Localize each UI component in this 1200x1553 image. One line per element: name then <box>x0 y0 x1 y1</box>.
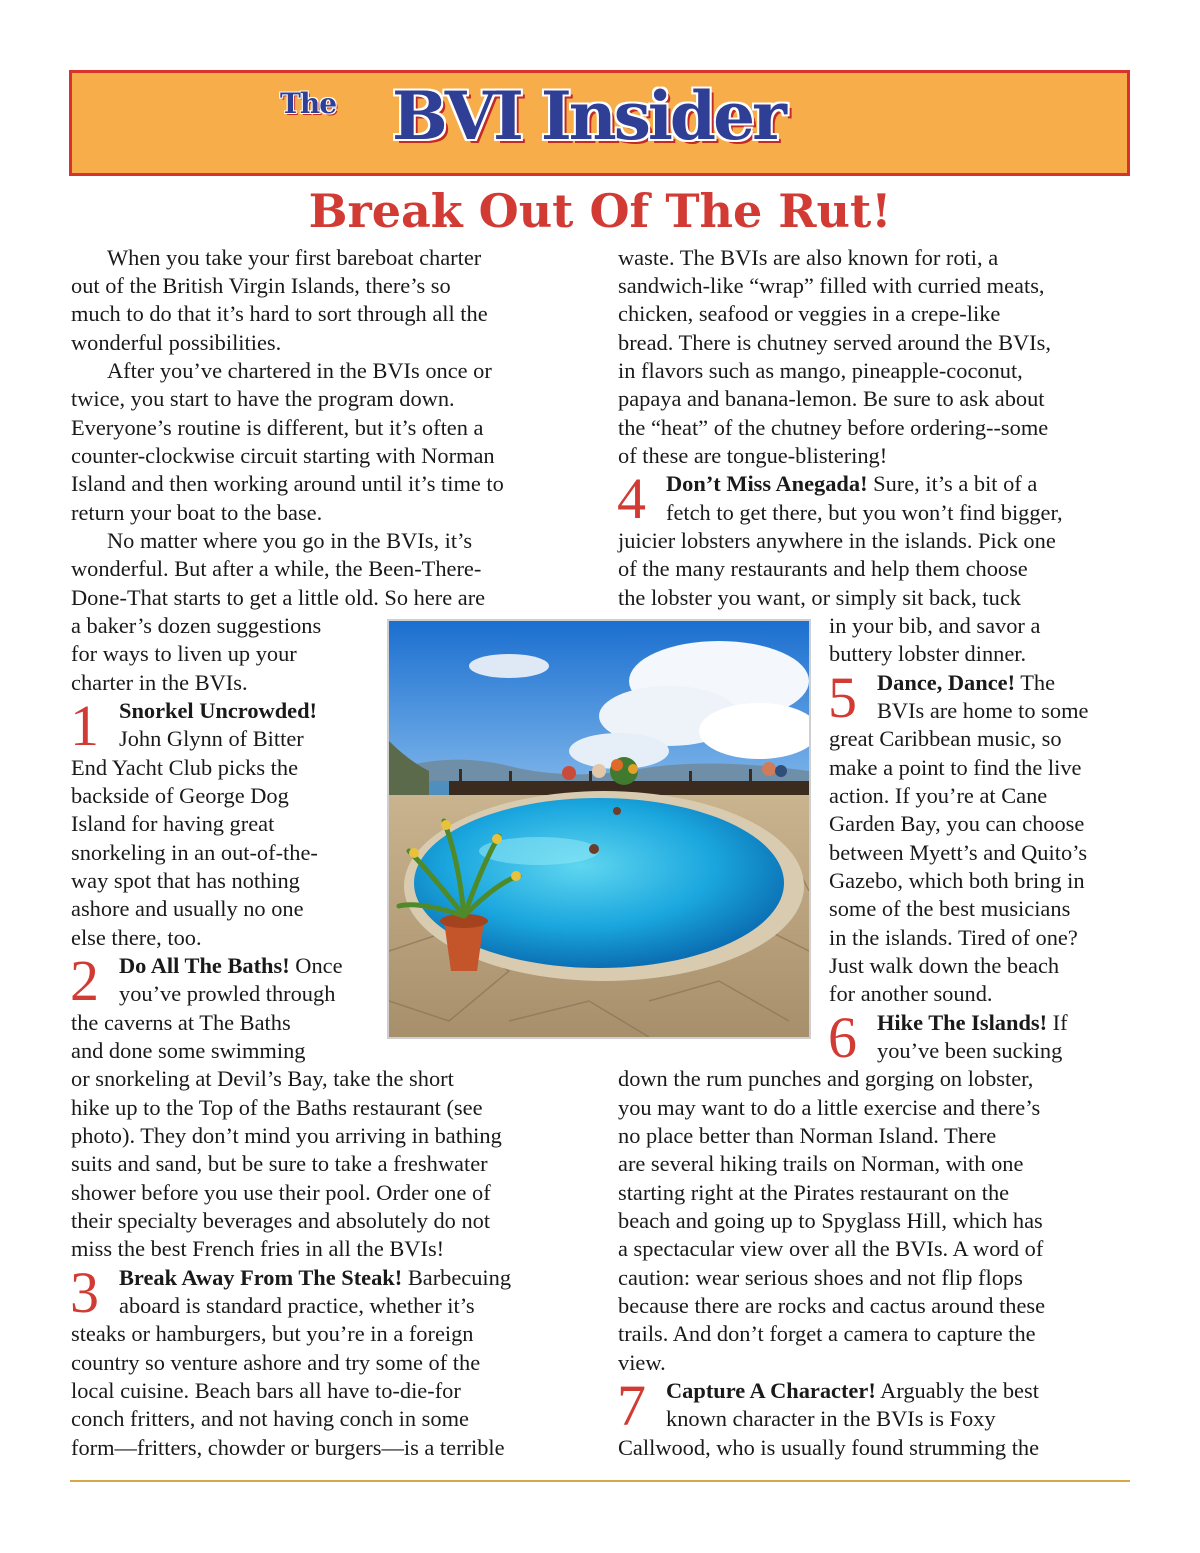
item-3-body-4: conch fritters, and not having conch in some <box>71 1406 469 1431</box>
item-6-lead: If <box>1047 1010 1068 1035</box>
item-1-body-3: Island for having great <box>71 811 275 836</box>
masthead-the: The <box>280 87 337 120</box>
item-1-number: 1 <box>70 693 99 758</box>
intro3-l6: charter in the BVIs. <box>71 670 248 695</box>
intro3-l3: Done-That starts to get a little old. So here are <box>71 585 486 610</box>
item-5-number: 5 <box>828 665 857 730</box>
item-6-body-9: because there are rocks and cactus around these <box>618 1293 1046 1318</box>
pool-photo <box>387 619 811 1039</box>
item-6-body-6: beach and going up to Spyglass Hill, which has <box>618 1208 1043 1233</box>
item-2-body-3: or snorkeling at Devil’s Bay, take the short <box>71 1066 454 1091</box>
cont-l7: the “heat” of the chutney before ordering--some <box>618 415 1049 440</box>
page-title: Break Out Of The Rut! <box>308 184 892 238</box>
item-1-body-5: way spot that has nothing <box>71 868 300 893</box>
item-1-body-1: End Yacht Club picks the <box>71 755 299 780</box>
item-1-body-7: else there, too. <box>71 925 202 950</box>
item-4-line2: fetch to get there, but you won’t find bigger, <box>666 500 1063 525</box>
item-4-body-4: in your bib, and savor a <box>829 613 1041 638</box>
item-7-line2: known character in the BVIs is Foxy <box>666 1406 996 1431</box>
item-2-lead: Once <box>289 953 343 978</box>
item-5-first-line <box>877 669 1055 697</box>
cont-l5: in flavors such as mango, pineapple-coconut, <box>618 358 1023 383</box>
intro2-l1: After you’ve chartered in the BVIs once or <box>107 358 492 383</box>
item-2-body-8: their specialty beverages and absolutely do not <box>71 1208 491 1233</box>
item-1-first-line <box>119 697 317 725</box>
cont-l4: bread. There is chutney served around the BVIs, <box>618 330 1051 355</box>
item-6-body-2: you may want to do a little exercise and there’s <box>618 1095 1041 1120</box>
item-5-lead: The <box>1015 670 1056 695</box>
intro3-l1: No matter where you go in the BVIs, it’s <box>107 528 473 553</box>
item-2-body-6: suits and sand, but be sure to take a freshwater <box>71 1151 488 1176</box>
intro2-l5: Island and then working around until it’s time to <box>71 471 504 496</box>
item-6-body-7: a spectacular view over all the BVIs. A word of <box>618 1236 1044 1261</box>
item-5-line2: BVIs are home to some <box>877 698 1089 723</box>
item-2-first-line <box>119 952 343 980</box>
item-2-heading: Do All The Baths! <box>119 953 290 978</box>
cont-l3: chicken, seafood or veggies in a crepe-like <box>618 301 1001 326</box>
item-2-body-1: the caverns at The Baths <box>71 1010 291 1035</box>
item-6-body-10: trails. And don’t forget a camera to capture the <box>618 1321 1036 1346</box>
intro3-l2: wonderful. But after a while, the Been-There- <box>71 556 482 581</box>
item-3-line2: aboard is standard practice, whether it’s <box>119 1293 475 1318</box>
intro-l1: When you take your first bareboat charter <box>107 245 482 270</box>
item-5-body-7: some of the best musicians <box>829 896 1071 921</box>
item-1-heading: Snorkel Uncrowded! <box>119 698 318 723</box>
item-6-heading: Hike The Islands! <box>877 1010 1048 1035</box>
cont-l6: papaya and banana-lemon. Be sure to ask about <box>618 386 1045 411</box>
masthead-banner <box>69 70 1130 176</box>
item-4-number: 4 <box>617 466 646 531</box>
item-5-body-4: Garden Bay, you can choose <box>829 811 1085 836</box>
item-7-body-1: Callwood, who is usually found strumming the <box>618 1435 1040 1460</box>
footer-rule <box>70 1480 1130 1482</box>
masthead-title: BVI Insider <box>392 77 784 155</box>
item-2-body-7: shower before you use their pool. Order one of <box>71 1180 491 1205</box>
item-4-lead: Sure, it’s a bit of a <box>867 471 1038 496</box>
item-6-first-line <box>877 1009 1068 1037</box>
item-4-body-5: buttery lobster dinner. <box>829 641 1027 666</box>
intro2-l4: counter-clockwise circuit starting with Norman <box>71 443 495 468</box>
item-5-body-2: make a point to find the live <box>829 755 1082 780</box>
item-3-first-line <box>119 1264 511 1292</box>
item-1-body-2: backside of George Dog <box>71 783 289 808</box>
intro3-l5: for ways to liven up your <box>71 641 297 666</box>
intro2-l2: twice, you start to have the program down. <box>71 386 455 411</box>
item-6-body-1: down the rum punches and gorging on lobster, <box>618 1066 1034 1091</box>
intro-l2: out of the British Virgin Islands, there’s so <box>71 273 451 298</box>
item-7-first-line <box>666 1377 1039 1405</box>
item-6-body-3: no place better than Norman Island. There <box>618 1123 997 1148</box>
pool-photo-art <box>389 621 809 1037</box>
item-2-body-4: hike up to the Top of the Baths restaurant (see <box>71 1095 483 1120</box>
item-5-body-9: Just walk down the beach <box>829 953 1060 978</box>
item-1-line2: John Glynn of Bitter <box>119 726 304 751</box>
item-4-body-1: juicier lobsters anywhere in the islands. Pick one <box>618 528 1056 553</box>
intro-l4: wonderful possibilities. <box>71 330 282 355</box>
item-4-body-3: the lobster you want, or simply sit back, tuck <box>618 585 1021 610</box>
item-7-number: 7 <box>617 1373 646 1438</box>
intro2-l6: return your boat to the base. <box>71 500 323 525</box>
item-7-lead: Arguably the best <box>875 1378 1039 1403</box>
item-5-body-10: for another sound. <box>829 981 993 1006</box>
item-4-heading: Don’t Miss Anegada! <box>666 471 868 496</box>
item-6-body-8: caution: wear serious shoes and not flip flops <box>618 1265 1023 1290</box>
intro-l3: much to do that it’s hard to sort through all the <box>71 301 488 326</box>
item-1-body-4: snorkeling in an out-of-the- <box>71 840 318 865</box>
item-5-heading: Dance, Dance! <box>877 670 1016 695</box>
item-5-body-6: Gazebo, which both bring in <box>829 868 1085 893</box>
item-4-body-2: of the many restaurants and help them choose <box>618 556 1028 581</box>
item-4-first-line <box>666 470 1037 498</box>
item-5-body-8: in the islands. Tired of one? <box>829 925 1078 950</box>
item-5-body-5: between Myett’s and Quito’s <box>829 840 1088 865</box>
item-7-heading: Capture A Character! <box>666 1378 876 1403</box>
item-3-body-3: local cuisine. Beach bars all have to-die-for <box>71 1378 461 1403</box>
item-6-body-4: are several hiking trails on Norman, with one <box>618 1151 1024 1176</box>
item-3-body-1: steaks or hamburgers, but you’re in a foreign <box>71 1321 474 1346</box>
item-2-line2: you’ve prowled through <box>119 981 336 1006</box>
cont-l8: of these are tongue-blistering! <box>618 443 888 468</box>
intro2-l3: Everyone’s routine is different, but it’s often a <box>71 415 484 440</box>
item-1-body-6: ashore and usually no one <box>71 896 304 921</box>
intro3-l4: a baker’s dozen suggestions <box>71 613 322 638</box>
item-2-body-2: and done some swimming <box>71 1038 306 1063</box>
item-3-body-5: form—fritters, chowder or burgers—is a terrible <box>71 1435 505 1460</box>
item-6-body-5: starting right at the Pirates restaurant on the <box>618 1180 1010 1205</box>
cont-l2: sandwich-like “wrap” filled with curried meats, <box>618 273 1045 298</box>
item-3-body-2: country so venture ashore and try some of the <box>71 1350 481 1375</box>
item-3-lead: Barbecuing <box>402 1265 512 1290</box>
item-3-number: 3 <box>70 1260 99 1325</box>
cont-l1: waste. The BVIs are also known for roti, a <box>618 245 999 270</box>
item-2-body-9: miss the best French fries in all the BVIs! <box>71 1236 445 1261</box>
item-6-number: 6 <box>828 1005 857 1070</box>
item-5-body-1: great Caribbean music, so <box>829 726 1062 751</box>
item-3-heading: Break Away From The Steak! <box>119 1265 403 1290</box>
item-6-line2: you’ve been sucking <box>877 1038 1063 1063</box>
item-6-body-11: view. <box>618 1350 666 1375</box>
item-5-body-3: action. If you’re at Cane <box>829 783 1048 808</box>
item-2-body-5: photo). They don’t mind you arriving in bathing <box>71 1123 502 1148</box>
item-2-number: 2 <box>70 948 99 1013</box>
